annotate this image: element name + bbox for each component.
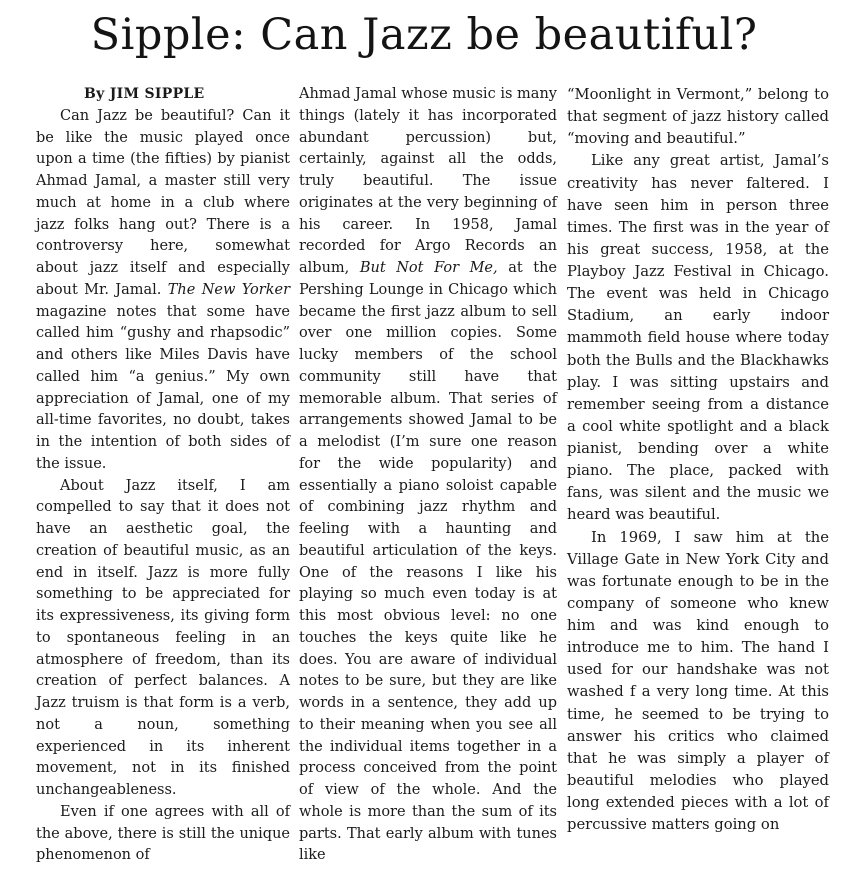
publication-title: The New Yorker	[167, 281, 291, 298]
headline: Sipple: Can Jazz be beautiful?	[90, 10, 758, 60]
paragraph: Like any great artist, Jamal’s creativity has never faltered. I have seen him in person three times. The first was in the year of his great success, 1958, at the Playboy Jazz Festival in Chicago. The event was held in Chicago Stadium, an early indoor mammoth field house where today both the Bulls and the Blackhawks play. I was sitting upstairs and remember seeing from a distance a cool white spotlight and a black pianist, bending over a white piano. The place, packed with fans, was silent and the music we heard was beautiful.	[567, 152, 829, 524]
article-column-1	[36, 84, 290, 867]
article-column-2	[299, 84, 557, 867]
paragraph: Even if one agrees with all of the above, there is still the unique phenomenon of	[36, 803, 290, 864]
byline: By JIM SIPPLE	[84, 86, 205, 102]
paragraph: About Jazz itself, I am compelled to say that it does not have an aesthetic goal, the creation of beautiful music, as an end in itself. Jazz is more fully something to be appreciated for its expressiveness, its giving form to spontaneous feeling in an atmosphere of freedom, than its creation of perfect balances. A Jazz truism is that form is a verb, not a noun, something experienced in its inherent movement, not in its finished unchangeableness.	[36, 477, 290, 798]
paragraph: “Moonlight in Vermont,” belong to that segment of jazz history called “moving and beautiful.”	[567, 86, 829, 148]
paragraph: In 1969, I saw him at the Village Gate in New York City and was fortunate enough to be in the company of someone who knew him and was kind enough to introduce me to him. The hand I used for our handshake was not washed f a very long time. At this time, he seemed to be trying to answer his critics who claimed that he was simply a player of beautiful melodies who played long extended pieces with a lot of percussive matters going on	[567, 528, 829, 834]
paragraph: Ahmad Jamal whose music is many things (lately it has incorporated abundant percussion) but, certainly, against all the odds, truly beautiful. The issue originates at the very beginning of his career. In 1958, Jamal recorded for Argo Records an album, But Not For Me, at the Pershing Lounge in Chicago which became the first jazz album to sell over one million copies. Some lucky members of the school community still have that memorable album. That series of arrangements showed Jamal to be a melodist (I’m sure one reason for the wide popularity) and essentially a piano soloist capable of combining jazz rhythm and feeling with a haunting and beautiful articulation of the keys. One of the reasons I like his playing so much even today is at this most obvious level: no one touches the keys quite like he does. You are aware of individual notes to be sure, but they are like words in a sentence, they add up to their meaning when you see all the individual items together in a process conceived from the point of view of the whole. And the whole is more than the sum of its parts. That early album with tunes like	[299, 86, 558, 864]
article-column-3	[567, 84, 829, 836]
paragraph: Can Jazz be beautiful? Can it be like the music played once upon a time (the fifties) by pianist Ahmad Jamal, a master still very much at home in a club where jazz folks hang out? There is a controversy here, somewhat about jazz itself and especially about Mr. Jamal. The New Yorker magazine notes that some have called him “gushy and rhapsodic” and others like Miles Davis have called him “a genius.” My own appreciation of Jamal, one of my all-time favorites, no doubt, takes in the intention of both sides of the issue.	[36, 107, 291, 472]
album-title: But Not For Me,	[359, 260, 498, 276]
